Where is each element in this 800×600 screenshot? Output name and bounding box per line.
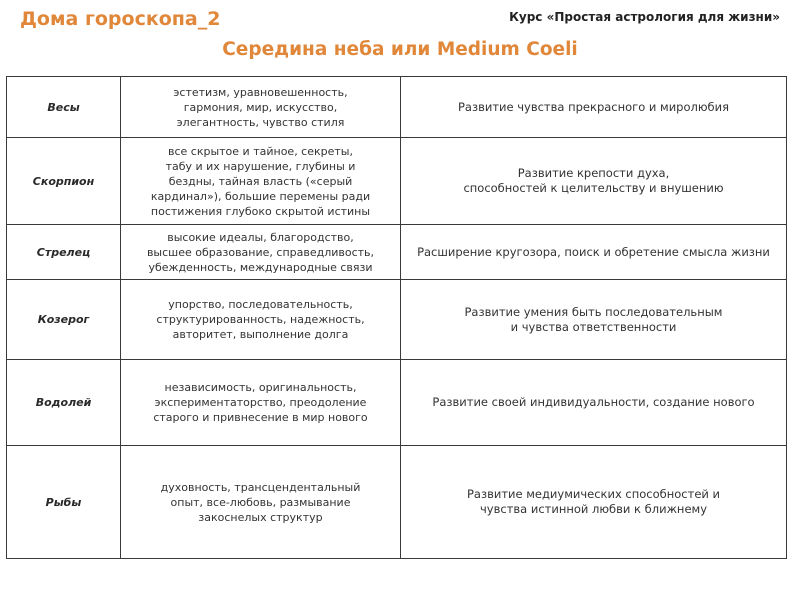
development-line: Развитие крепости духа, — [517, 166, 670, 180]
development-line: Развитие медиумических способностей и — [466, 487, 721, 501]
development-line: Расширение кругозора, поиск и обретение смысла жизни — [417, 244, 770, 259]
traits-line: опыт, все-любовь, размывание — [170, 495, 351, 509]
traits-cell — [121, 225, 401, 280]
development-cell — [401, 138, 787, 225]
table-row — [7, 280, 787, 360]
traits-line: структурированность, надежность, — [156, 313, 365, 326]
table-row — [7, 360, 787, 446]
traits-line: бездны, тайная власть («серый — [168, 174, 353, 188]
traits-line: старого и привнесение в мир нового — [153, 411, 368, 424]
table-row — [7, 138, 787, 225]
development-cell — [401, 360, 787, 446]
page-title: Середина неба или Medium Coeli — [222, 39, 578, 60]
table-row — [7, 225, 787, 280]
traits-line: кардинал»), большие перемены ради — [150, 189, 371, 203]
table-row — [7, 77, 787, 138]
traits-cell — [121, 138, 401, 225]
development-line: Развитие чувства прекрасного и миролюбия — [457, 99, 730, 114]
traits-line: закоснелых структур — [198, 510, 323, 524]
traits-line: табу и их нарушение, глубины и — [165, 159, 356, 173]
traits-line: экспериментаторство, преодоление — [154, 396, 367, 409]
traits-cell — [121, 280, 401, 360]
sign-cell: Козерог — [7, 280, 121, 360]
traits-line: высокие идеалы, благородство, — [167, 230, 354, 244]
traits-line: независимость, оригинальность, — [164, 381, 357, 394]
traits-cell — [121, 77, 401, 138]
table-row — [7, 446, 787, 559]
traits-line: упорство, последовательность, — [168, 298, 353, 311]
development-cell — [401, 446, 787, 559]
traits-line: все скрытое и тайное, секреты, — [168, 144, 353, 158]
traits-table — [6, 76, 787, 559]
development-line: чувства истинной любви к ближнему — [479, 502, 708, 516]
traits-line: духовность, трансцендентальный — [160, 480, 361, 494]
series-title: Дома гороскопа_2 — [20, 8, 221, 30]
development-cell — [401, 77, 787, 138]
traits-line: авторитет, выполнение долга — [172, 328, 349, 341]
traits-cell — [121, 446, 401, 559]
sign-cell: Весы — [7, 77, 121, 138]
sign-cell: Скорпион — [7, 138, 121, 225]
sign-cell: Стрелец — [7, 225, 121, 280]
traits-line: элегантность, чувство стиля — [176, 115, 345, 129]
traits-line: постижения глубоко скрытой истины — [150, 204, 371, 218]
sign-cell: Водолей — [7, 360, 121, 446]
course-title: Курс «Простая астрология для жизни» — [509, 10, 780, 24]
development-line: способностей к целительству и внушению — [463, 181, 724, 195]
development-cell — [401, 225, 787, 280]
traits-cell — [121, 360, 401, 446]
traits-line: эстетизм, уравновешенность, — [173, 85, 348, 99]
development-line: Развитие умения быть последовательным — [464, 304, 723, 319]
development-line: Развитие своей индивидуальности, создание нового — [432, 395, 755, 409]
traits-line: гармония, мир, искусство, — [183, 100, 338, 114]
traits-line: высшее образование, справедливость, — [146, 245, 375, 259]
development-cell — [401, 280, 787, 360]
development-line: и чувства ответственности — [510, 319, 677, 334]
traits-line: убежденность, международные связи — [148, 260, 373, 274]
sign-cell: Рыбы — [7, 446, 121, 559]
